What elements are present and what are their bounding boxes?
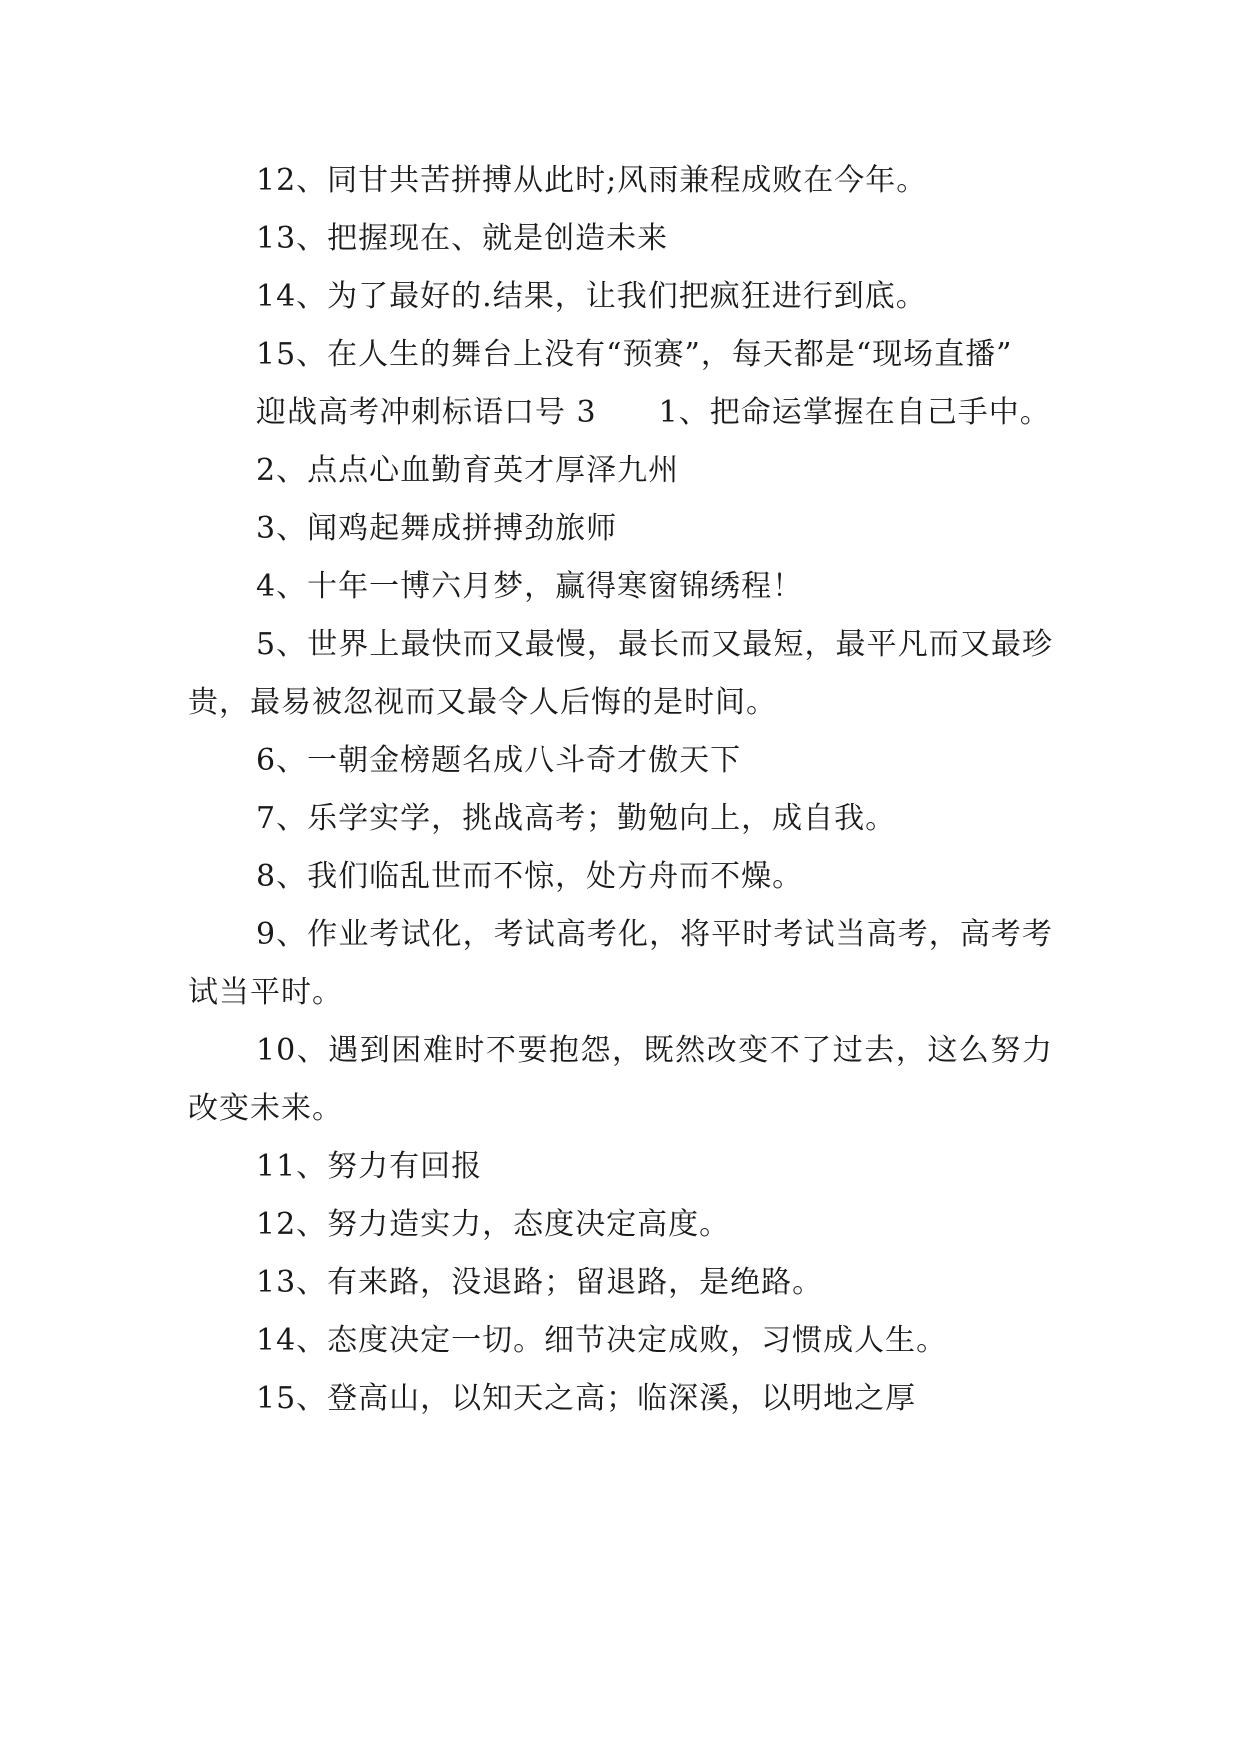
paragraph: 12、努力造实力，态度决定高度。 — [256, 1207, 731, 1242]
document-page — [188, 152, 1053, 1428]
section-heading-paragraph: 迎战高考冲刺标语口号 3 1、把命运掌握在自己手中。 — [256, 395, 1051, 430]
paragraph: 13、有来路，没退路；留退路，是绝路。 — [256, 1265, 824, 1300]
paragraph: 14、态度决定一切。细节决定成败，习惯成人生。 — [256, 1323, 948, 1358]
paragraph: 14、为了最好的.结果，让我们把疯狂进行到底。 — [256, 279, 927, 314]
paragraph: 13、把握现在、就是创造未来 — [256, 221, 669, 256]
paragraph: 8、我们临乱世而不惊，处方舟而不燥。 — [256, 859, 804, 894]
paragraph: 11、努力有回报 — [256, 1149, 483, 1184]
paragraph: 5、世界上最快而又最慢，最长而又最短，最平凡而又最珍贵，最易被忽视而又最令人后悔的是时间。 — [188, 627, 1053, 720]
paragraph: 12、同甘共苦拼搏从此时;风雨兼程成败在今年。 — [256, 163, 928, 198]
paragraph: 3、闻鸡起舞成拼搏劲旅师 — [256, 511, 618, 546]
paragraph: 10、遇到困难时不要抱怨，既然改变不了过去，这么努力改变未来。 — [188, 1033, 1053, 1126]
paragraph: 15、在人生的舞台上没有“预赛”，每天都是“现场直播” — [256, 337, 1013, 372]
paragraph: 15、登高山，以知天之高；临深溪，以明地之厚 — [256, 1381, 917, 1416]
paragraph: 4、十年一博六月梦，赢得寒窗锦绣程！ — [256, 569, 804, 604]
paragraph: 7、乐学实学，挑战高考；勤勉向上，成自我。 — [256, 801, 897, 836]
paragraph: 6、一朝金榜题名成八斗奇才傲天下 — [256, 743, 742, 778]
paragraph: 2、点点心血勤育英才厚泽九州 — [256, 453, 680, 488]
paragraph: 9、作业考试化，考试高考化，将平时考试当高考，高考考试当平时。 — [188, 917, 1053, 1010]
